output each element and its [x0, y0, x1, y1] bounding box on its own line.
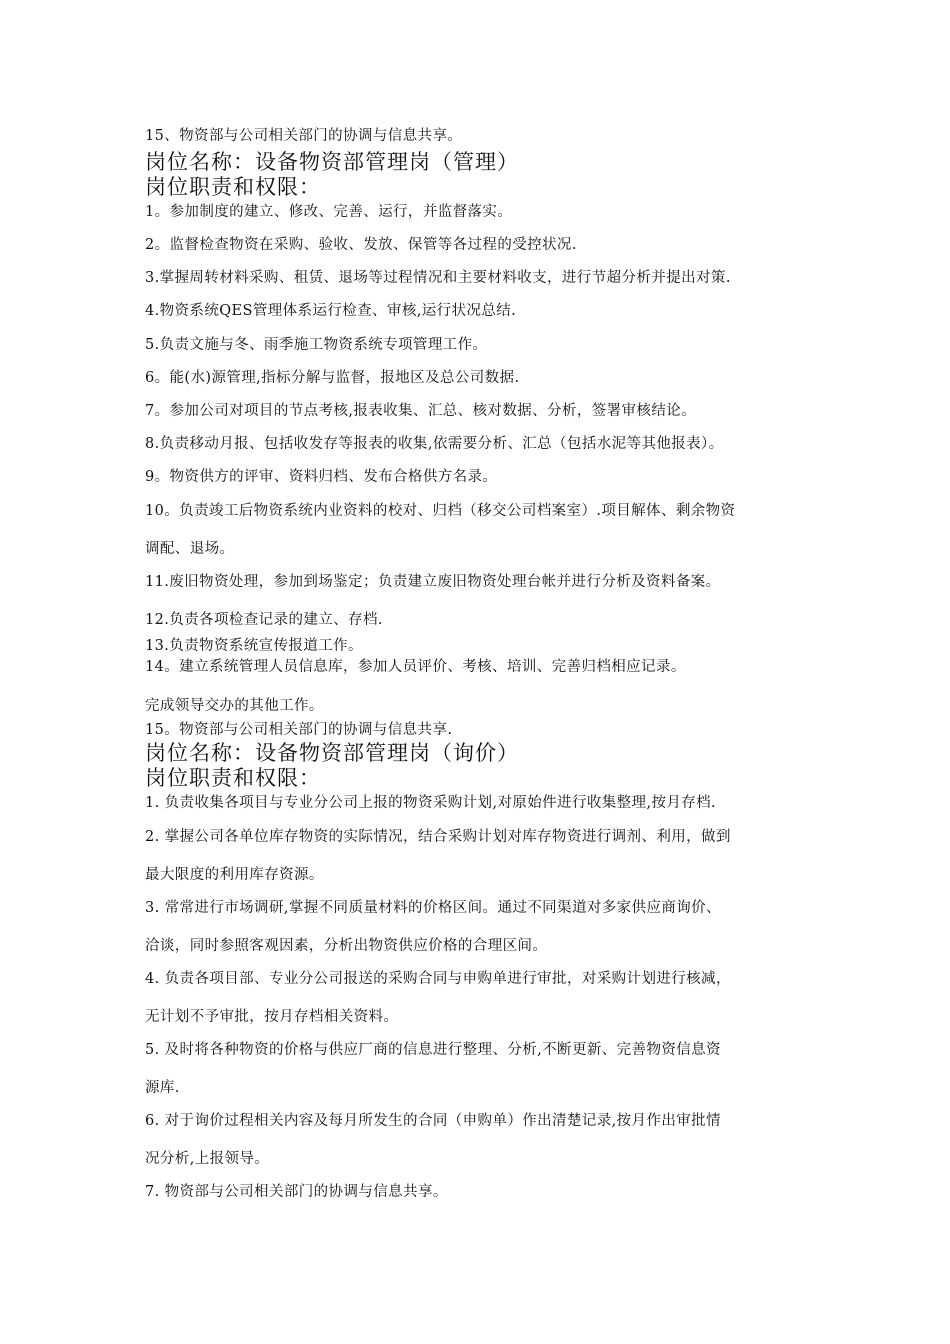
paragraph: 11.废旧物资处理，参加到场鉴定；负责建立废旧物资处理台帐并进行分析及资料备案。 [145, 574, 721, 590]
paragraph: 6. 对于询价过程相关内容及每月所发生的合同（申购单）作出清楚记录,按月作出审批情 [145, 1113, 721, 1129]
paragraph: 6。能(水)源管理,指标分解与监督，报地区及总公司数据. [145, 370, 520, 386]
paragraph: 3. 常常进行市场调研,掌握不同质量材料的价格区间。通过不同渠道对多家供应商询价、 [145, 900, 721, 916]
paragraph: 1. 负责收集各项目与专业分公司上报的物资采购计划,对原始件进行收集整理,按月存档. [145, 795, 717, 811]
paragraph: 况分析,上报领导。 [145, 1151, 270, 1167]
paragraph: 14。建立系统管理人员信息库，参加人员评价、考核、培训、完善归档相应记录。 [145, 659, 686, 675]
job-title-heading: 岗位名称：设备物资部管理岗（询价） [145, 741, 519, 765]
paragraph: 源库. [145, 1080, 180, 1096]
paragraph: 完成领导交办的其他工作。 [145, 698, 324, 714]
paragraph: 10。负责竣工后物资系统内业资料的校对、归档（移交公司档案室）.项目解体、剩余物资 [145, 503, 736, 519]
paragraph: 1。参加制度的建立、修改、完善、运行，并监督落实。 [145, 204, 513, 220]
paragraph: 4. 负责各项目部、专业分公司报送的采购合同与申购单进行审批，对采购计划进行核减， [145, 971, 731, 987]
paragraph: 7. 物资部与公司相关部门的协调与信息共享。 [145, 1184, 448, 1200]
paragraph: 8.负责移动月报、包括收发存等报表的收集,依需要分析、汇总（包括水泥等其他报表）。 [145, 436, 724, 452]
paragraph: 12.负责各项检查记录的建立、存档. [145, 612, 383, 628]
responsibilities-heading: 岗位职责和权限： [145, 175, 321, 199]
paragraph: 9。物资供方的评审、资料归档、发布合格供方名录。 [145, 469, 498, 485]
paragraph: 15、物资部与公司相关部门的协调与信息共享。 [145, 128, 463, 144]
responsibilities-heading: 岗位职责和权限： [145, 766, 321, 790]
paragraph: 13.负责物资系统宣传报道工作。 [145, 638, 363, 654]
paragraph: 15。物资部与公司相关部门的协调与信息共享. [145, 722, 453, 738]
paragraph: 5.负责文施与冬、雨季施工物资系统专项管理工作。 [145, 337, 488, 353]
paragraph: 5. 及时将各种物资的价格与供应厂商的信息进行整理、分析,不断更新、完善物资信息资 [145, 1042, 721, 1058]
paragraph: 最大限度的利用库存资源。 [145, 867, 324, 883]
job-title-heading: 岗位名称：设备物资部管理岗（管理） [145, 150, 519, 174]
paragraph: 调配、退场。 [145, 541, 235, 557]
paragraph: 2。监督检查物资在采购、验收、发放、保管等各过程的受控状况. [145, 237, 577, 253]
paragraph: 3.掌握周转材料采购、租赁、退场等过程情况和主要材料收支，进行节超分析并提出对策. [145, 270, 731, 286]
paragraph: 2. 掌握公司各单位库存物资的实际情况，结合采购计划对库存物资进行调剂、利用，做到 [145, 829, 731, 845]
paragraph: 无计划不予审批，按月存档相关资料。 [145, 1009, 399, 1025]
paragraph: 4.物资系统QES管理体系运行检查、审核,运行状况总结. [145, 303, 517, 319]
paragraph: 7。参加公司对项目的节点考核,报表收集、汇总、核对数据、分析，签署审核结论。 [145, 403, 697, 419]
paragraph: 洽谈，同时参照客观因素，分析出物资供应价格的合理区间。 [145, 938, 548, 954]
